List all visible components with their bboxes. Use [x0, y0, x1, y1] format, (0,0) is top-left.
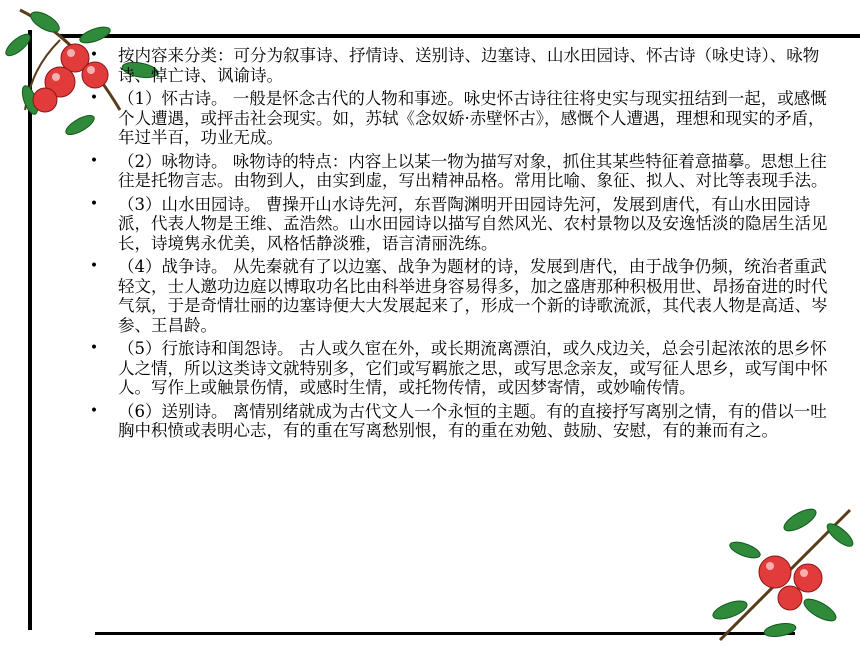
list-item-text: （1）怀古诗。 一般是怀念古代的人物和事迹。咏史怀古诗往往将史实与现实扭结到一起，或感慨个人遭遇，或抨击社会现实。如，苏轼《念奴娇·赤壁怀古》，感慨个人遭遇，理想和现实的矛盾，年过半百，功业无成。 [118, 89, 827, 147]
list-item-text: （6）送别诗。 离情别绪就成为古代文人一个永恒的主题。有的直接抒写离别之情，有的借以一吐胸中积愤或表明心志，有的重在写离愁别恨，有的重在劝勉、鼓励、安慰，有的兼而有之。 [118, 401, 827, 440]
list-item [88, 339, 828, 398]
bullet: • [89, 402, 99, 419]
bullet: • [89, 90, 99, 106]
bullet: • [89, 340, 99, 356]
frame-top-line [60, 34, 860, 38]
list-item [88, 257, 828, 335]
list-item [88, 152, 828, 191]
bullet: • [89, 47, 99, 63]
fruit-branch-bottom-right [690, 490, 860, 645]
bullet: • [89, 258, 99, 274]
list-item [88, 89, 828, 148]
bullet: • [89, 152, 99, 169]
list-item [88, 195, 828, 254]
list-item [88, 46, 828, 85]
list-item-text: （4）战争诗。 从先秦就有了以边塞、战争为题材的诗，发展到唐代，由于战争仍频，统治者重武轻文，士人邀功边庭以博取功名比由科举进身容易得多，加之盛唐那种积极用世、昂扬奋进的时代气氛，于是奇情壮丽的边塞诗便大大发展起来了，形成一个新的诗歌流派，其代表人物是高适、岑参、王昌龄。 [118, 257, 828, 335]
bullet: • [89, 195, 99, 212]
list-item [88, 402, 828, 441]
list-item-text: （3）山水田园诗。 曹操开山水诗先河，东晋陶渊明开田园诗先河，发展到唐代，有山水田园诗派，代表人物是王维、孟浩然。山水田园诗以描写自然风光、农村景物以及安逸恬淡的隐居生活见长，诗境隽永优美，风格恬静淡雅，语言清丽洗练。 [118, 194, 828, 253]
list-item-text: 按内容来分类：可分为叙事诗、抒情诗、送别诗、边塞诗、山水田园诗、怀古诗（咏史诗）、咏物诗、悼亡诗、讽谕诗。 [118, 46, 820, 85]
list-item-text: （2）咏物诗。 咏物诗的特点：内容上以某一物为描写对象，抓住其某些特征着意描摹。思想上往往是托物言志。由物到人，由实到虚，写出精神品格。常用比喻、象征、拟人、对比等表现手法。 [118, 151, 828, 190]
poem-category-list [88, 46, 828, 445]
list-item-text: （5）行旅诗和闺怨诗。 古人或久宦在外，或长期流离漂泊，或久戍边关，总会引起浓浓的思乡怀人之情，所以这类诗文就特别多，它们或写羁旅之思，或写思念亲友，或写征人思乡，或写闺中怀人。写作上或触景伤情，或感时生情，或托物传情，或因梦寄情，或妙喻传情。 [118, 339, 828, 397]
